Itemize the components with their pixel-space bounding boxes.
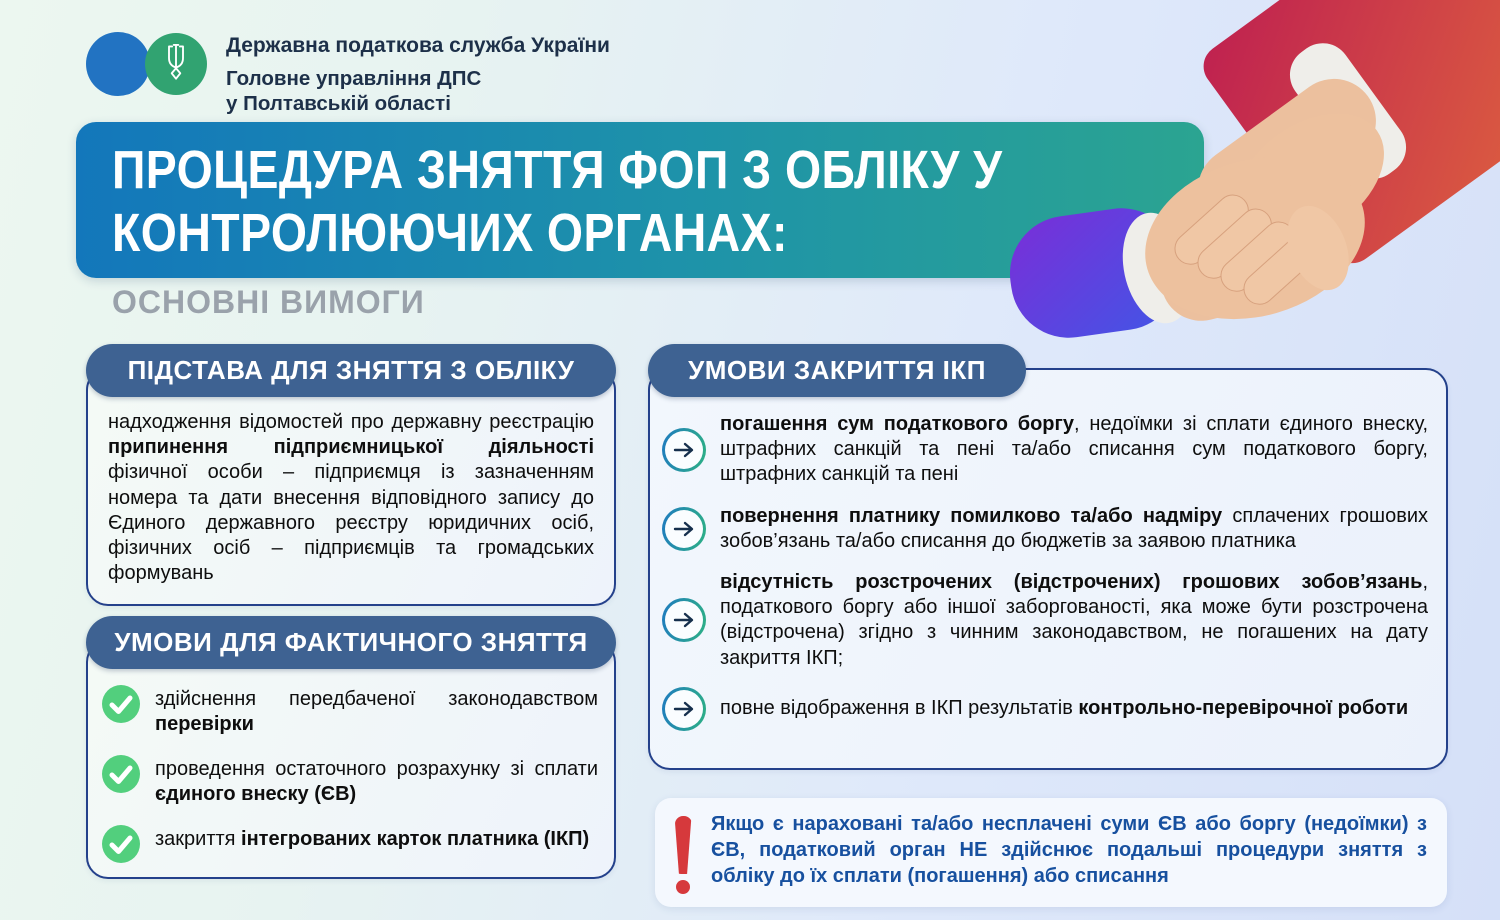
- list-item: [102, 684, 598, 737]
- title-banner: [76, 122, 1204, 278]
- conditions-panel: [86, 627, 616, 879]
- list-item-text: здійснення передбаченої законодавством перевірки: [155, 688, 598, 735]
- check-icon: [102, 685, 140, 723]
- logo-circle-green: [145, 33, 207, 95]
- logo: [86, 30, 208, 96]
- list-item: [102, 824, 598, 863]
- list-item: [662, 412, 1428, 488]
- list-item-text: повне відображення в ІКП результатів контрольно-перевірочної роботи: [720, 697, 1409, 720]
- org-text: [226, 30, 610, 116]
- org-name: Державна податкова служба України: [226, 34, 610, 57]
- check-icon: [102, 825, 140, 863]
- list-item-text: погашення сум податкового боргу, недоїмки зі сплати єдиного внеску, штрафних санкцій та пені та/або списання сум податкового боргу, штрафних санкцій та пені: [720, 413, 1429, 486]
- arrow-right-icon: [662, 507, 706, 551]
- basis-panel-header: ПІДСТАВА ДЛЯ ЗНЯТТЯ З ОБЛІКУ: [86, 344, 616, 397]
- page-title-line2: КОНТРОЛЮЮЧИХ ОРГАНАХ:: [112, 203, 788, 263]
- logo-circle-blue: [86, 32, 150, 96]
- list-item: [662, 504, 1428, 554]
- page-title-line1: ПРОЦЕДУРА ЗНЯТТЯ ФОП З ОБЛІКУ У: [112, 140, 1003, 200]
- ikp-panel: [648, 355, 1448, 770]
- list-item: [102, 754, 598, 807]
- arrow-right-icon: [662, 598, 706, 642]
- list-item-text: повернення платнику помилково та/або надміру сплачених грошових зобов’язань та/або списання до бюджетів за заявою платника: [720, 504, 1429, 552]
- ikp-panel-header: УМОВИ ЗАКРИТТЯ ІКП: [648, 344, 1026, 397]
- list-item-text: відсутність розстрочених (відстрочених) грошових зобов’язань, податкового боргу або іншої заборгованості, яка може бути розстрочена (відстрочена) згідно з чинним законодавством, не погашених на дату закриття ІКП;: [720, 570, 1428, 669]
- basis-paragraph: надходження відомостей про державну реєстрацію припинення підприємницької діяльності фізичної особи – підприємця із зазначенням номера та дати внесення відповідного запису до Єдиного державного реєстру юридичних осіб, фізичних осіб – підприємців та громадських формувань: [108, 411, 594, 585]
- exclamation-dot: [676, 880, 690, 894]
- ikp-list: [650, 370, 1446, 741]
- list-item-text: закриття інтегрованих карток платника (ІКП): [155, 828, 590, 850]
- exclamation-icon: [671, 811, 695, 894]
- list-item: [662, 570, 1428, 671]
- subtitle: ОСНОВНІ ВИМОГИ: [112, 284, 425, 320]
- basis-panel: [86, 355, 616, 606]
- list-item-text: проведення остаточного розрахунку зі сплати єдиного внеску (ЄВ): [155, 758, 598, 805]
- conditions-list: [88, 642, 614, 877]
- brand-header: [86, 30, 610, 116]
- org-unit-line2: у Полтавській області: [226, 92, 451, 115]
- trident-icon: [162, 42, 190, 87]
- arrow-right-icon: [662, 428, 706, 472]
- check-icon: [102, 755, 140, 793]
- arrow-right-icon: [662, 687, 706, 731]
- list-item: [662, 687, 1428, 731]
- exclamation-bar: [675, 816, 692, 874]
- warning-text: Якщо є нараховані та/або несплачені суми ЄВ або боргу (недоїмки) з ЄВ, податковий орган НЕ здійснює подальші процедури зняття з обліку до їх сплати (погашення) або списання: [711, 813, 1427, 887]
- conditions-panel-header: УМОВИ ДЛЯ ФАКТИЧНОГО ЗНЯТТЯ: [86, 616, 616, 669]
- warning-note: [655, 798, 1447, 907]
- org-unit-line1: Головне управління ДПС: [226, 67, 482, 90]
